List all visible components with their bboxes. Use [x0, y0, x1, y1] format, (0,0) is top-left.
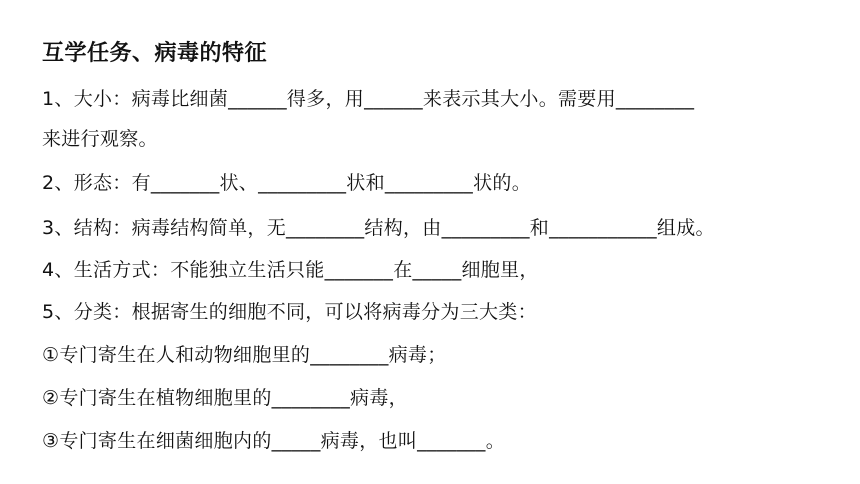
question-classification: 5、分类：根据寄生的细胞不同，可以将病毒分为三大类：	[42, 301, 537, 323]
section-title: 互学任务、病毒的特征	[42, 41, 268, 66]
question-size-line-1: 1、大小：病毒比细菌______得多，用______来表示其大小。需要用________	[42, 88, 695, 110]
class-plant-virus: ②专门寄生在植物细胞里的________病毒，	[42, 387, 408, 409]
class-animal-virus: ①专门寄生在人和动物细胞里的________病毒；	[42, 344, 447, 366]
question-structure: 3、结构：病毒结构简单，无________结构，由_________和___________组成。	[42, 217, 715, 239]
question-lifestyle: 4、生活方式：不能独立生活只能_______在_____细胞里，	[42, 259, 539, 281]
question-shape: 2、形态：有_______状、_________状和_________状的。	[42, 172, 531, 194]
class-bacteria-virus: ③专门寄生在细菌细胞内的_____病毒，也叫_______。	[42, 430, 506, 452]
question-size-line-2: 来进行观察。	[42, 128, 158, 150]
